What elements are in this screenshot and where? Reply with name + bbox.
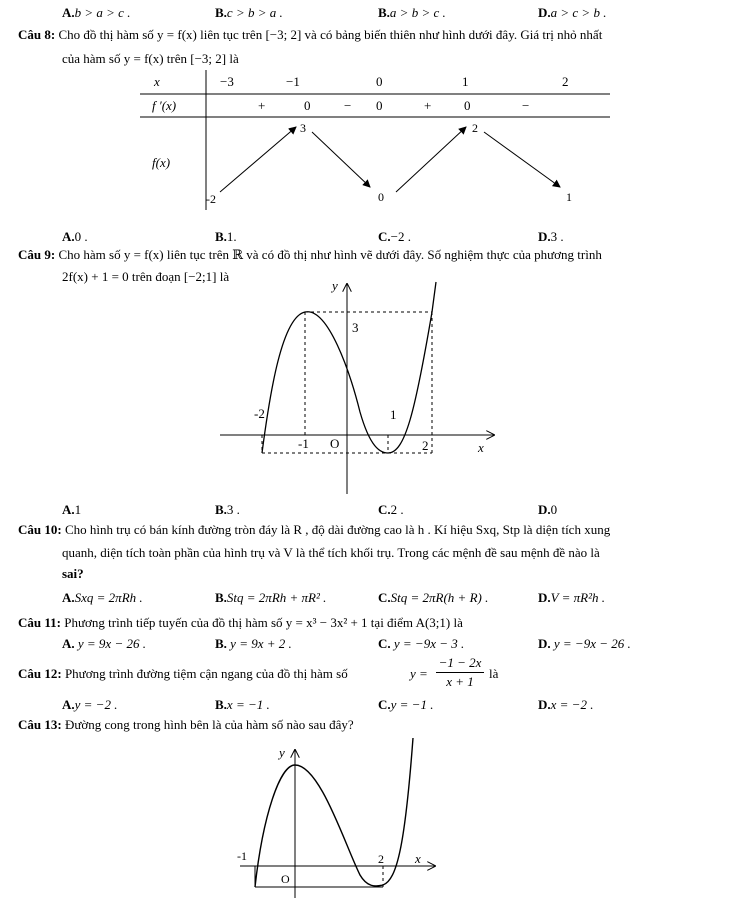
q8-line1 bbox=[18, 27, 602, 43]
x-value: 1 bbox=[462, 74, 469, 89]
answer-text: y = 9x + 2 . bbox=[230, 636, 292, 651]
tick-label: -1 bbox=[237, 849, 247, 863]
answer-key: C. bbox=[378, 590, 391, 605]
q12-answer-b[interactable] bbox=[215, 697, 270, 713]
answer-key: C. bbox=[378, 229, 391, 244]
arrow-down bbox=[484, 132, 560, 187]
question-label: Câu 8: bbox=[18, 27, 56, 42]
sign: 0 bbox=[376, 98, 383, 113]
answer-key: D. bbox=[538, 5, 551, 20]
question-text: Cho đồ thị hàm số y = f(x) liên tục trên [−3; 2] và có bảng biến thiên như hình dưới đây. Giá trị nhỏ nhất bbox=[58, 27, 603, 42]
sign: + bbox=[424, 98, 432, 113]
q8-answer-a[interactable] bbox=[62, 229, 88, 245]
f-value: -2 bbox=[206, 192, 216, 206]
q10-line1 bbox=[18, 522, 610, 538]
x-axis-label: x bbox=[415, 851, 421, 866]
tick-label: 2 bbox=[378, 852, 384, 866]
q10-line3: sai? bbox=[62, 566, 84, 581]
q11-answer-a[interactable] bbox=[62, 636, 146, 652]
answer-key: D. bbox=[538, 590, 551, 605]
q9-line2: 2f(x) + 1 = 0 trên đoạn [−2;1] là bbox=[62, 269, 230, 284]
q10-answer-d[interactable] bbox=[538, 590, 605, 606]
answer-text: Stq = 2πRh + πR² . bbox=[226, 590, 327, 605]
question-label: Câu 12: bbox=[18, 666, 62, 681]
q13-line1 bbox=[18, 717, 354, 733]
question-text: Cho hình trụ có bán kính đường tròn đáy là R , độ dài đường cao là h . Kí hiệu Sxq, Stp là diện tích xung bbox=[64, 522, 611, 537]
answer-text: 3 . bbox=[550, 229, 564, 244]
answer-key: A. bbox=[62, 229, 75, 244]
answer-key: B. bbox=[215, 229, 227, 244]
answer-key: C. bbox=[378, 697, 391, 712]
answer-key: D. bbox=[538, 697, 551, 712]
q9-line1 bbox=[18, 247, 602, 263]
q8-answer-c[interactable] bbox=[378, 229, 411, 245]
answer-text: y = −9x − 3 . bbox=[393, 636, 465, 651]
x-value: −1 bbox=[286, 74, 300, 89]
question-text: Phương trình đường tiệm cận ngang của đồ thị hàm số bbox=[64, 666, 348, 681]
answer-text: y = −9x − 26 . bbox=[553, 636, 631, 651]
arrow-up bbox=[220, 127, 296, 192]
answer-key: D. bbox=[538, 502, 551, 517]
answer-text: x = −1 . bbox=[226, 697, 270, 712]
question-label: Câu 13: bbox=[18, 717, 62, 732]
answer-key: B. bbox=[215, 5, 227, 20]
sign: − bbox=[522, 98, 530, 113]
answer-text: y = 9x − 26 . bbox=[77, 636, 146, 651]
x-value: 0 bbox=[376, 74, 383, 89]
q10-answer-a[interactable] bbox=[62, 590, 143, 606]
q12-answer-a[interactable] bbox=[62, 697, 117, 713]
tick-label: -1 bbox=[298, 436, 309, 451]
q12-line1 bbox=[18, 666, 348, 682]
f-value: 2 bbox=[472, 121, 478, 135]
tick-label: 2 bbox=[422, 438, 429, 453]
answer-key: B. bbox=[378, 5, 390, 20]
question-text: Đường cong trong hình bên là của hàm số nào sau đây? bbox=[64, 717, 354, 732]
x-value: 2 bbox=[562, 74, 569, 89]
table-fp-label: f ′(x) bbox=[152, 98, 177, 113]
answer-text: 0 bbox=[550, 502, 558, 517]
answer-text: b > a > c . bbox=[74, 5, 131, 20]
answer-key: C. bbox=[378, 636, 391, 651]
answer-text: x = −2 . bbox=[550, 697, 594, 712]
sign: 0 bbox=[464, 98, 471, 113]
function-curve bbox=[255, 738, 413, 887]
q7-answer-b[interactable] bbox=[215, 5, 283, 21]
tick-label: 3 bbox=[352, 320, 359, 335]
answer-key: A. bbox=[62, 590, 75, 605]
answer-key: B. bbox=[215, 697, 227, 712]
function-curve bbox=[262, 282, 436, 453]
q9-answer-c[interactable] bbox=[378, 502, 404, 518]
question-text: Phương trình tiếp tuyến của đồ thị hàm số y = x³ − 3x² + 1 tại điểm A(3;1) là bbox=[64, 615, 463, 630]
tick-label: -2 bbox=[254, 406, 265, 421]
f-value: 3 bbox=[300, 121, 306, 135]
q8-line2: của hàm số y = f(x) trên [−3; 2] là bbox=[62, 51, 239, 66]
q8-answer-b[interactable] bbox=[215, 229, 237, 245]
sign: − bbox=[344, 98, 352, 113]
table-f-label: f(x) bbox=[152, 155, 171, 170]
question-label: Câu 11: bbox=[18, 615, 61, 630]
question-text: Cho hàm số y = f(x) liên tục trên ℝ và có đồ thị như hình vẽ dưới đây. Số nghiệm thực của phương trình bbox=[58, 247, 602, 262]
variation-table bbox=[140, 70, 620, 210]
q9-graph bbox=[210, 272, 510, 497]
answer-text: 1. bbox=[226, 229, 237, 244]
answer-key: A. bbox=[62, 502, 75, 517]
q8-answer-d[interactable] bbox=[538, 229, 564, 245]
answer-key: C. bbox=[378, 502, 391, 517]
answer-key: D. bbox=[538, 636, 551, 651]
answer-text: a > b > c . bbox=[389, 5, 446, 20]
q10-answer-c[interactable] bbox=[378, 590, 488, 606]
f-value: 0 bbox=[378, 190, 384, 204]
answer-key: B. bbox=[215, 636, 227, 651]
answer-text: 1 bbox=[74, 502, 82, 517]
answer-text: Sxq = 2πRh . bbox=[74, 590, 143, 605]
q12-y-eq: y = bbox=[410, 666, 428, 681]
answer-text: 2 . bbox=[390, 502, 404, 517]
answer-text: a > c > b . bbox=[550, 5, 607, 20]
q10-answer-b[interactable] bbox=[215, 590, 326, 606]
q10-line2: quanh, diện tích toàn phần của hình trụ và V là thể tích khối trụ. Trong các mệnh đề sau mệnh đề nào là bbox=[62, 545, 600, 560]
q7-answer-d[interactable] bbox=[538, 5, 606, 21]
table-x-label: x bbox=[154, 74, 160, 89]
question-label: Câu 10: bbox=[18, 522, 62, 537]
answer-text: y = −1 . bbox=[390, 697, 434, 712]
q9-answer-d[interactable] bbox=[538, 502, 557, 518]
sign: + bbox=[258, 98, 266, 113]
q11-line1 bbox=[18, 615, 463, 631]
answer-text: 3 . bbox=[226, 502, 240, 517]
q11-answer-d[interactable] bbox=[538, 636, 631, 652]
answer-key: B. bbox=[215, 502, 227, 517]
f-value: 1 bbox=[566, 190, 572, 204]
q9-answer-a[interactable] bbox=[62, 502, 81, 518]
q11-answer-b[interactable] bbox=[215, 636, 292, 652]
answer-text: y = −2 . bbox=[74, 697, 118, 712]
answer-text: c > b > a . bbox=[226, 5, 283, 20]
y-axis-label: y bbox=[332, 278, 338, 293]
sign: 0 bbox=[304, 98, 311, 113]
origin-label: O bbox=[330, 436, 340, 451]
q12-numerator: −1 − 2x bbox=[436, 655, 484, 673]
q9-answer-b[interactable] bbox=[215, 502, 240, 518]
origin-label: O bbox=[281, 872, 290, 886]
answer-text: −2 . bbox=[390, 229, 411, 244]
q13-graph bbox=[225, 735, 455, 898]
y-axis-label: y bbox=[279, 745, 285, 760]
answer-key: A. bbox=[62, 636, 75, 651]
answer-key: A. bbox=[62, 697, 75, 712]
q7-answer-a[interactable] bbox=[62, 5, 130, 21]
q11-answer-c[interactable] bbox=[378, 636, 464, 652]
q7-answer-c[interactable] bbox=[378, 5, 446, 21]
answer-text: 0 . bbox=[74, 229, 88, 244]
q12-denominator: x + 1 bbox=[446, 674, 474, 689]
x-axis-label: x bbox=[478, 440, 484, 455]
q12-answer-d[interactable] bbox=[538, 697, 593, 713]
answer-text: Stq = 2πR(h + R) . bbox=[390, 590, 489, 605]
q12-answer-c[interactable] bbox=[378, 697, 433, 713]
x-value: −3 bbox=[220, 74, 234, 89]
q12-suffix: là bbox=[489, 666, 499, 681]
answer-text: V = πR²h . bbox=[550, 590, 605, 605]
tick-label: 1 bbox=[390, 407, 397, 422]
question-label: Câu 9: bbox=[18, 247, 56, 262]
arrow-up bbox=[396, 127, 466, 192]
answer-key: A. bbox=[62, 5, 75, 20]
answer-key: D. bbox=[538, 229, 551, 244]
answer-key: B. bbox=[215, 590, 227, 605]
arrow-down bbox=[312, 132, 370, 187]
